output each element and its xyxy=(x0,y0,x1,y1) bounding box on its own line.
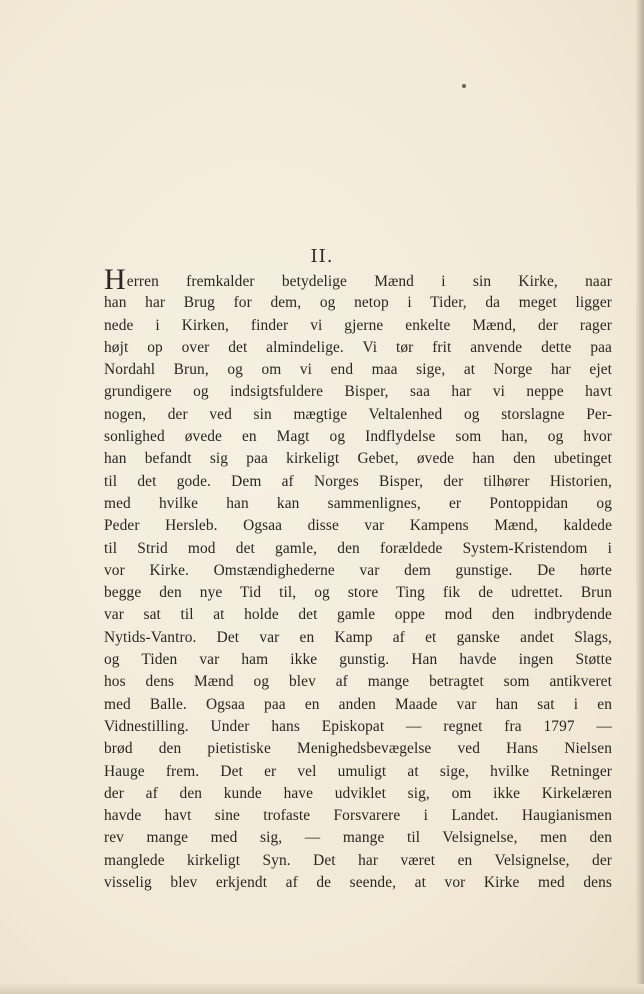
text-line: højt op over det almindelige. Vi tør frit anvende dette paa xyxy=(104,338,612,356)
page-edge-bottom xyxy=(0,984,644,994)
text-line: rev mange med sig, — mange til Velsignelse, men den xyxy=(104,829,612,847)
text-line: sonlighed øvede en Magt og Indflydelse som han, og hvor xyxy=(104,428,612,446)
text-line: nede i Kirken, finder vi gjerne enkelte Mænd, der rager xyxy=(104,316,612,334)
text-line: vor Kirke. Omstændighederne var dem gunstige. De hørte xyxy=(104,561,612,579)
text-line: begge den nye Tid til, og store Ting fik de udrettet. Brun xyxy=(104,584,612,602)
text-line: med Balle. Ogsaa paa en anden Maade var han sat i en xyxy=(104,695,612,713)
chapter-heading: II. xyxy=(310,246,334,267)
text-line-1-rest: erren fremkalder betydelige Mænd i sin Kirke, naar xyxy=(126,273,612,290)
text-line: havde havt sine trofaste Forsvarere i Landet. Haugianismen xyxy=(104,807,612,825)
text-line: hos dens Mænd og blev af mange betragtet som antikveret xyxy=(104,673,612,691)
text-line: Nytids-Vantro. Det var en Kamp af et ganske andet Slags, xyxy=(104,628,612,646)
text-line: Nordahl Brun, og om vi end maa sige, at Norge har ejet xyxy=(104,361,612,379)
text-line: han befandt sig paa kirkeligt Gebet, øvede han den ubetinget xyxy=(104,450,612,468)
text-line: nogen, der ved sin mægtige Veltalenhed og storslagne Per- xyxy=(104,405,612,423)
text-line: var sat til at holde det gamle oppe mod den indbrydende xyxy=(104,606,612,624)
ink-speck xyxy=(462,84,466,88)
text-line: med hvilke han kan sammenlignes, er Pontoppidan og xyxy=(104,494,612,512)
text-line: Hauge frem. Det er vel umuligt at sige, hvilke Retninger xyxy=(104,762,612,780)
drop-initial: H xyxy=(104,263,126,296)
text-line: brød den pietistiske Menighedsbevægelse ved Hans Nielsen xyxy=(104,740,612,758)
text-line: til det gode. Dem af Norges Bisper, der tilhører Historien, xyxy=(104,472,612,490)
text-line-1 xyxy=(104,263,612,296)
text-line: til Strid mod det gamle, den forældede System-Kristendom i xyxy=(104,539,612,557)
text-line: grundigere og indsigtsfuldere Bisper, saa har vi neppe havt xyxy=(104,383,612,401)
text-line: Vidnestilling. Under hans Episkopat — regnet fra 1797 — xyxy=(104,717,612,735)
text-line: han har Brug for dem, og netop i Tider, da meget ligger xyxy=(104,294,612,312)
page-edge-right xyxy=(636,0,644,994)
text-line: der af den kunde have udviklet sig, om ikke Kirkelæren xyxy=(104,784,612,802)
text-line: manglede kirkeligt Syn. Det har været en Velsignelse, der xyxy=(104,851,612,869)
text-line: og Tiden var ham ikke gunstig. Han havde ingen Støtte xyxy=(104,651,612,669)
text-line: Peder Hersleb. Ogsaa disse var Kampens Mænd, kaldede xyxy=(104,517,612,535)
body-text xyxy=(104,263,612,894)
text-line: visselig blev erkjendt af de seende, at vor Kirke med dens xyxy=(104,874,612,892)
